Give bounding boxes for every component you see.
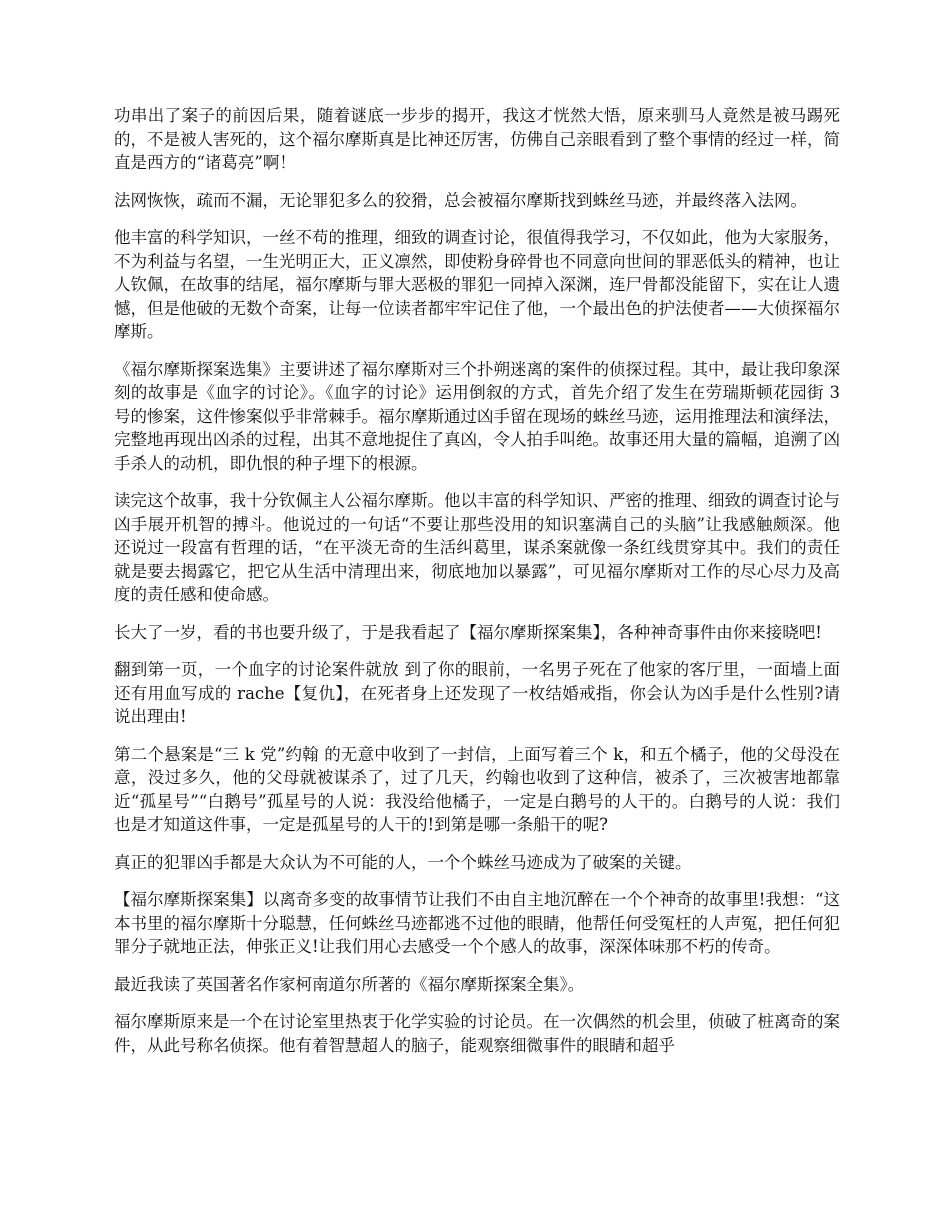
paragraph-6: 长大了一岁，看的书也要升级了，于是我看起了【福尔摩斯探案集】，各种神奇事件由你来接晓吧!: [114, 622, 822, 642]
paragraph-2: 法网恢恢，疏而不漏，无论罪犯多么的狡猾，总会被福尔摩斯找到蛛丝马迹，并最终落入法网。: [114, 190, 807, 210]
paragraph-8: 第二个悬案是“三 k 党”约翰 的无意中收到了一封信，上面写着三个 k，和五个橘子，他的父母没在意，没过多久，他的父母就被谋杀了，过了几天，约翰也收到了这种信，被杀了，三次被害地都靠近“孤星号”“白鹅号”孤星号的人说：我没给他橘子，一定是白鹅号的人干的。白鹅号的人说：我们也是才知道这件事，一定是孤星号的人干的!到第是哪一条船干的呢?: [114, 744, 840, 834]
paragraph-7: 翻到第一页，一个血字的讨论案件就放 到了你的眼前，一名男子死在了他家的客厅里，一面墙上面还有用血写成的 rache【复仇】，在死者身上还发现了一枚结婚戒指，你会认为凶手是什么性别?请说出理由!: [114, 660, 840, 726]
document-page: [114, 104, 840, 1071]
paragraph-4: 《福尔摩斯探案选集》主要讲述了福尔摩斯对三个扑朔迷离的案件的侦探过程。其中，最让我印象深刻的故事是《血字的讨论》。《血字的讨论》运用倒叙的方式，首先介绍了发生在劳瑞斯顿花园街 3 号的惨案，这件惨案似乎非常棘手。福尔摩斯通过凶手留在现场的蛛丝马迹，运用推理法和演绎法，完整地再现出凶杀的过程，出其不意地捉住了真凶，令人拍手叫绝。故事还用大量的篇幅，追溯了凶手杀人的动机，即仇恨的种子埋下的根源。: [114, 359, 840, 473]
paragraph-10: 【福尔摩斯探案集】以离奇多变的故事情节让我们不由自主地沉醉在一个个神奇的故事里!我想：“这本书里的福尔摩斯十分聪慧，任何蛛丝马迹都逃不过他的眼睛，他帮任何受冤枉的人声冤，把任何犯罪分子就地正法，伸张正义!让我们用心去感受一个个感人的故事，深深体味那不朽的传奇。: [114, 890, 840, 956]
paragraph-9: 真正的犯罪凶手都是大众认为不可能的人，一个个蛛丝马迹成为了破案的关键。: [114, 852, 692, 872]
paragraph-3: 他丰富的科学知识，一丝不苟的推理，细致的调查讨论，很值得我学习，不仅如此，他为大家服务，不为利益与名望，一生光明正大，正义凛然，即使粉身碎骨也不同意向世间的罪恶低头的精神，也让人钦佩，在故事的结尾，福尔摩斯与罪大恶极的罪犯一同掉入深渊，连尸骨都没能留下，实在让人遗憾，但是他破的无数个奇案，让每一位读者都牢牢记住了他，一个最出色的护法使者——大侦探福尔摩斯。: [114, 228, 840, 341]
paragraph-5: 读完这个故事，我十分钦佩主人公福尔摩斯。他以丰富的科学知识、严密的推理、细致的调查讨论与凶手展开机智的搏斗。他说过的一句话“不要让那些没用的知识塞满自己的头脑”让我感触颇深。他还说过一段富有哲理的话，“在平淡无奇的生活纠葛里，谋杀案就像一条红线贯穿其中。我们的责任就是要去揭露它，把它从生活中清理出来，彻底地加以暴露”，可见福尔摩斯对工作的尽心尽力及高度的责任感和使命感。: [114, 491, 840, 604]
paragraph-1: 功串出了案子的前因后果，随着谜底一步步的揭开，我这才恍然大悟，原来驯马人竟然是被马踢死的，不是被人害死的，这个福尔摩斯真是比神还厉害，仿佛自己亲眼看到了整个事情的经过一样，简直是西方的“诸葛亮”啊！: [114, 106, 840, 172]
paragraph-11: 最近我读了英国著名作家柯南道尔所著的《福尔摩斯探案全集》。: [114, 974, 585, 994]
paragraph-12: 福尔摩斯原来是一个在讨论室里热衷于化学实验的讨论员。在一次偶然的机会里，侦破了桩离奇的案件，从此号称名侦探。他有着智慧超人的脑子，能观察细微事件的眼睛和超乎: [114, 1012, 840, 1055]
